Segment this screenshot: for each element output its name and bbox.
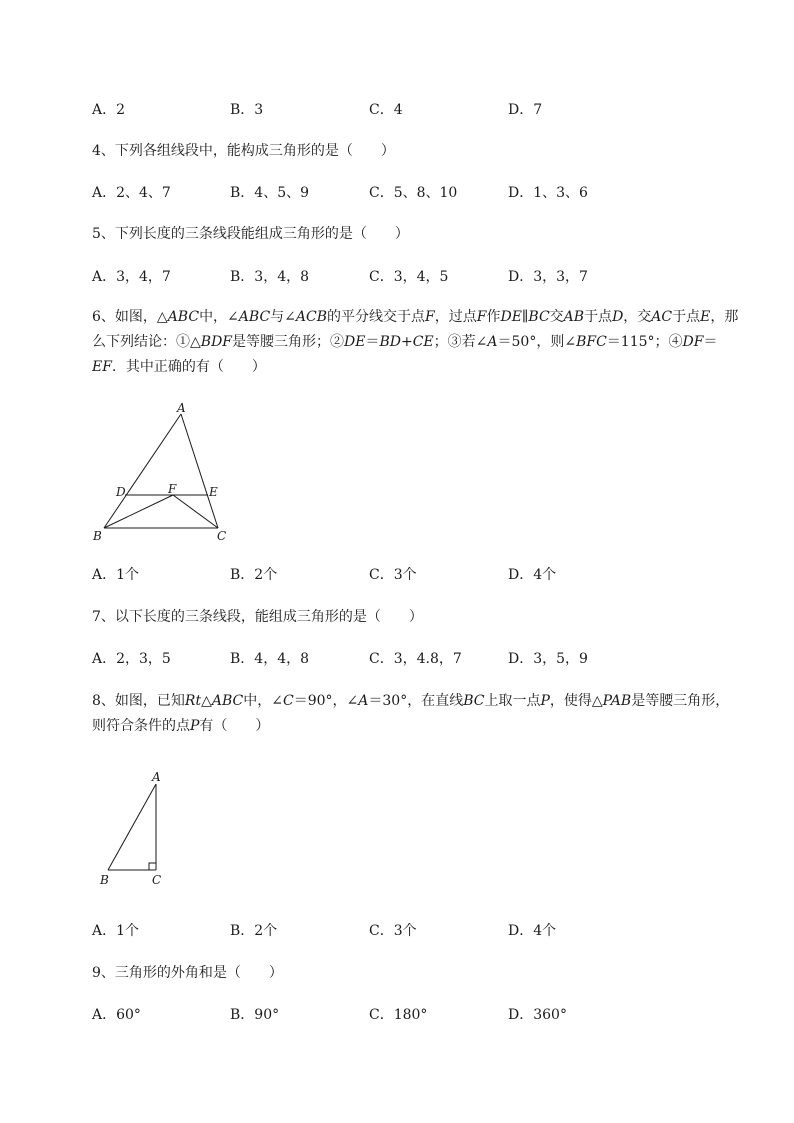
q5-option-b: B．3，4，8 [230, 269, 310, 285]
q9-option-b: B．90° [230, 1007, 280, 1023]
q7-option-b: B．4，4，8 [230, 651, 310, 667]
q6-segment-ac [181, 414, 218, 528]
q9-option-d: D．360° [508, 1007, 567, 1023]
q5-option-d: D．3，3，7 [508, 269, 588, 285]
q6-label-e: E [209, 485, 218, 499]
q8-label-a: A [152, 770, 161, 784]
q6-triangle-figure [88, 398, 238, 548]
q8-option-b: B．2个 [230, 923, 278, 939]
q8-stem: 8、如图，已知Rt△ABC中，∠C＝90°，∠A＝30°，在直线BC上取一点P，使得△PAB是等腰三角形，则符合条件的点P有（ ） [92, 693, 730, 734]
q6-option-c: C．3个 [369, 567, 417, 583]
q6-segment-ab [104, 414, 181, 528]
q8-right-triangle-figure [96, 768, 176, 890]
q6-option-d: D．4个 [508, 567, 557, 583]
q5-option-a: A．3，4，7 [92, 269, 171, 285]
q4-option-c: C．5、8、10 [369, 185, 458, 201]
q8-right-angle-mark [149, 863, 156, 870]
q6-stem: 6、如图，△ABC中，∠ABC与∠ACB的平分线交于点F，过点F作DE∥BC交AB于点D，交AC于点E，那么下列结论：①△BDF是等腰三角形；②DE＝BD+CE；③若∠A＝50°，则∠BFC＝115°；④DF＝EF．其中正确的有（ ） [92, 309, 739, 375]
q6-label-b: B [93, 529, 102, 543]
q5-option-c: C．3，4，5 [369, 269, 449, 285]
q8-segment-ab [108, 784, 156, 870]
q4-option-b: B．4、5、9 [230, 185, 310, 201]
q8-label-b: B [100, 873, 109, 887]
q4-option-d: D．1、3、6 [508, 185, 588, 201]
q3-option-c: C．4 [369, 102, 403, 118]
q3-option-a: A．2 [92, 102, 126, 118]
q6-option-a: A．1个 [92, 567, 140, 583]
q5-stem: 5、下列长度的三条线段能组成三角形的是（ ） [92, 226, 409, 242]
q7-option-a: A．2，3，5 [92, 651, 171, 667]
q9-stem: 9、三角形的外角和是（ ） [92, 965, 283, 981]
q9-option-c: C．180° [369, 1007, 428, 1023]
q6-label-c: C [217, 529, 227, 543]
q3-option-d: D．7 [508, 102, 543, 118]
q6-label-d: D [116, 485, 126, 499]
q8-option-a: A．1个 [92, 923, 140, 939]
q8-label-c: C [152, 873, 162, 887]
q8-option-c: C．3个 [369, 923, 417, 939]
q6-label-a: A [177, 401, 186, 415]
q9-option-a: A．60° [92, 1007, 141, 1023]
q6-segment-bf [104, 495, 173, 528]
q8-option-d: D．4个 [508, 923, 557, 939]
q6-label-f: F [168, 482, 177, 496]
q4-option-a: A．2、4、7 [92, 185, 171, 201]
q3-option-b: B．3 [230, 102, 264, 118]
q6-segment-cf [173, 495, 218, 528]
q4-stem: 4、下列各组线段中，能构成三角形的是（ ） [92, 143, 395, 159]
q7-option-c: C．3，4.8，7 [369, 651, 462, 667]
q7-option-d: D．3，5，9 [508, 651, 588, 667]
q6-option-b: B．2个 [230, 567, 278, 583]
q7-stem: 7、以下长度的三条线段，能组成三角形的是（ ） [92, 609, 423, 625]
